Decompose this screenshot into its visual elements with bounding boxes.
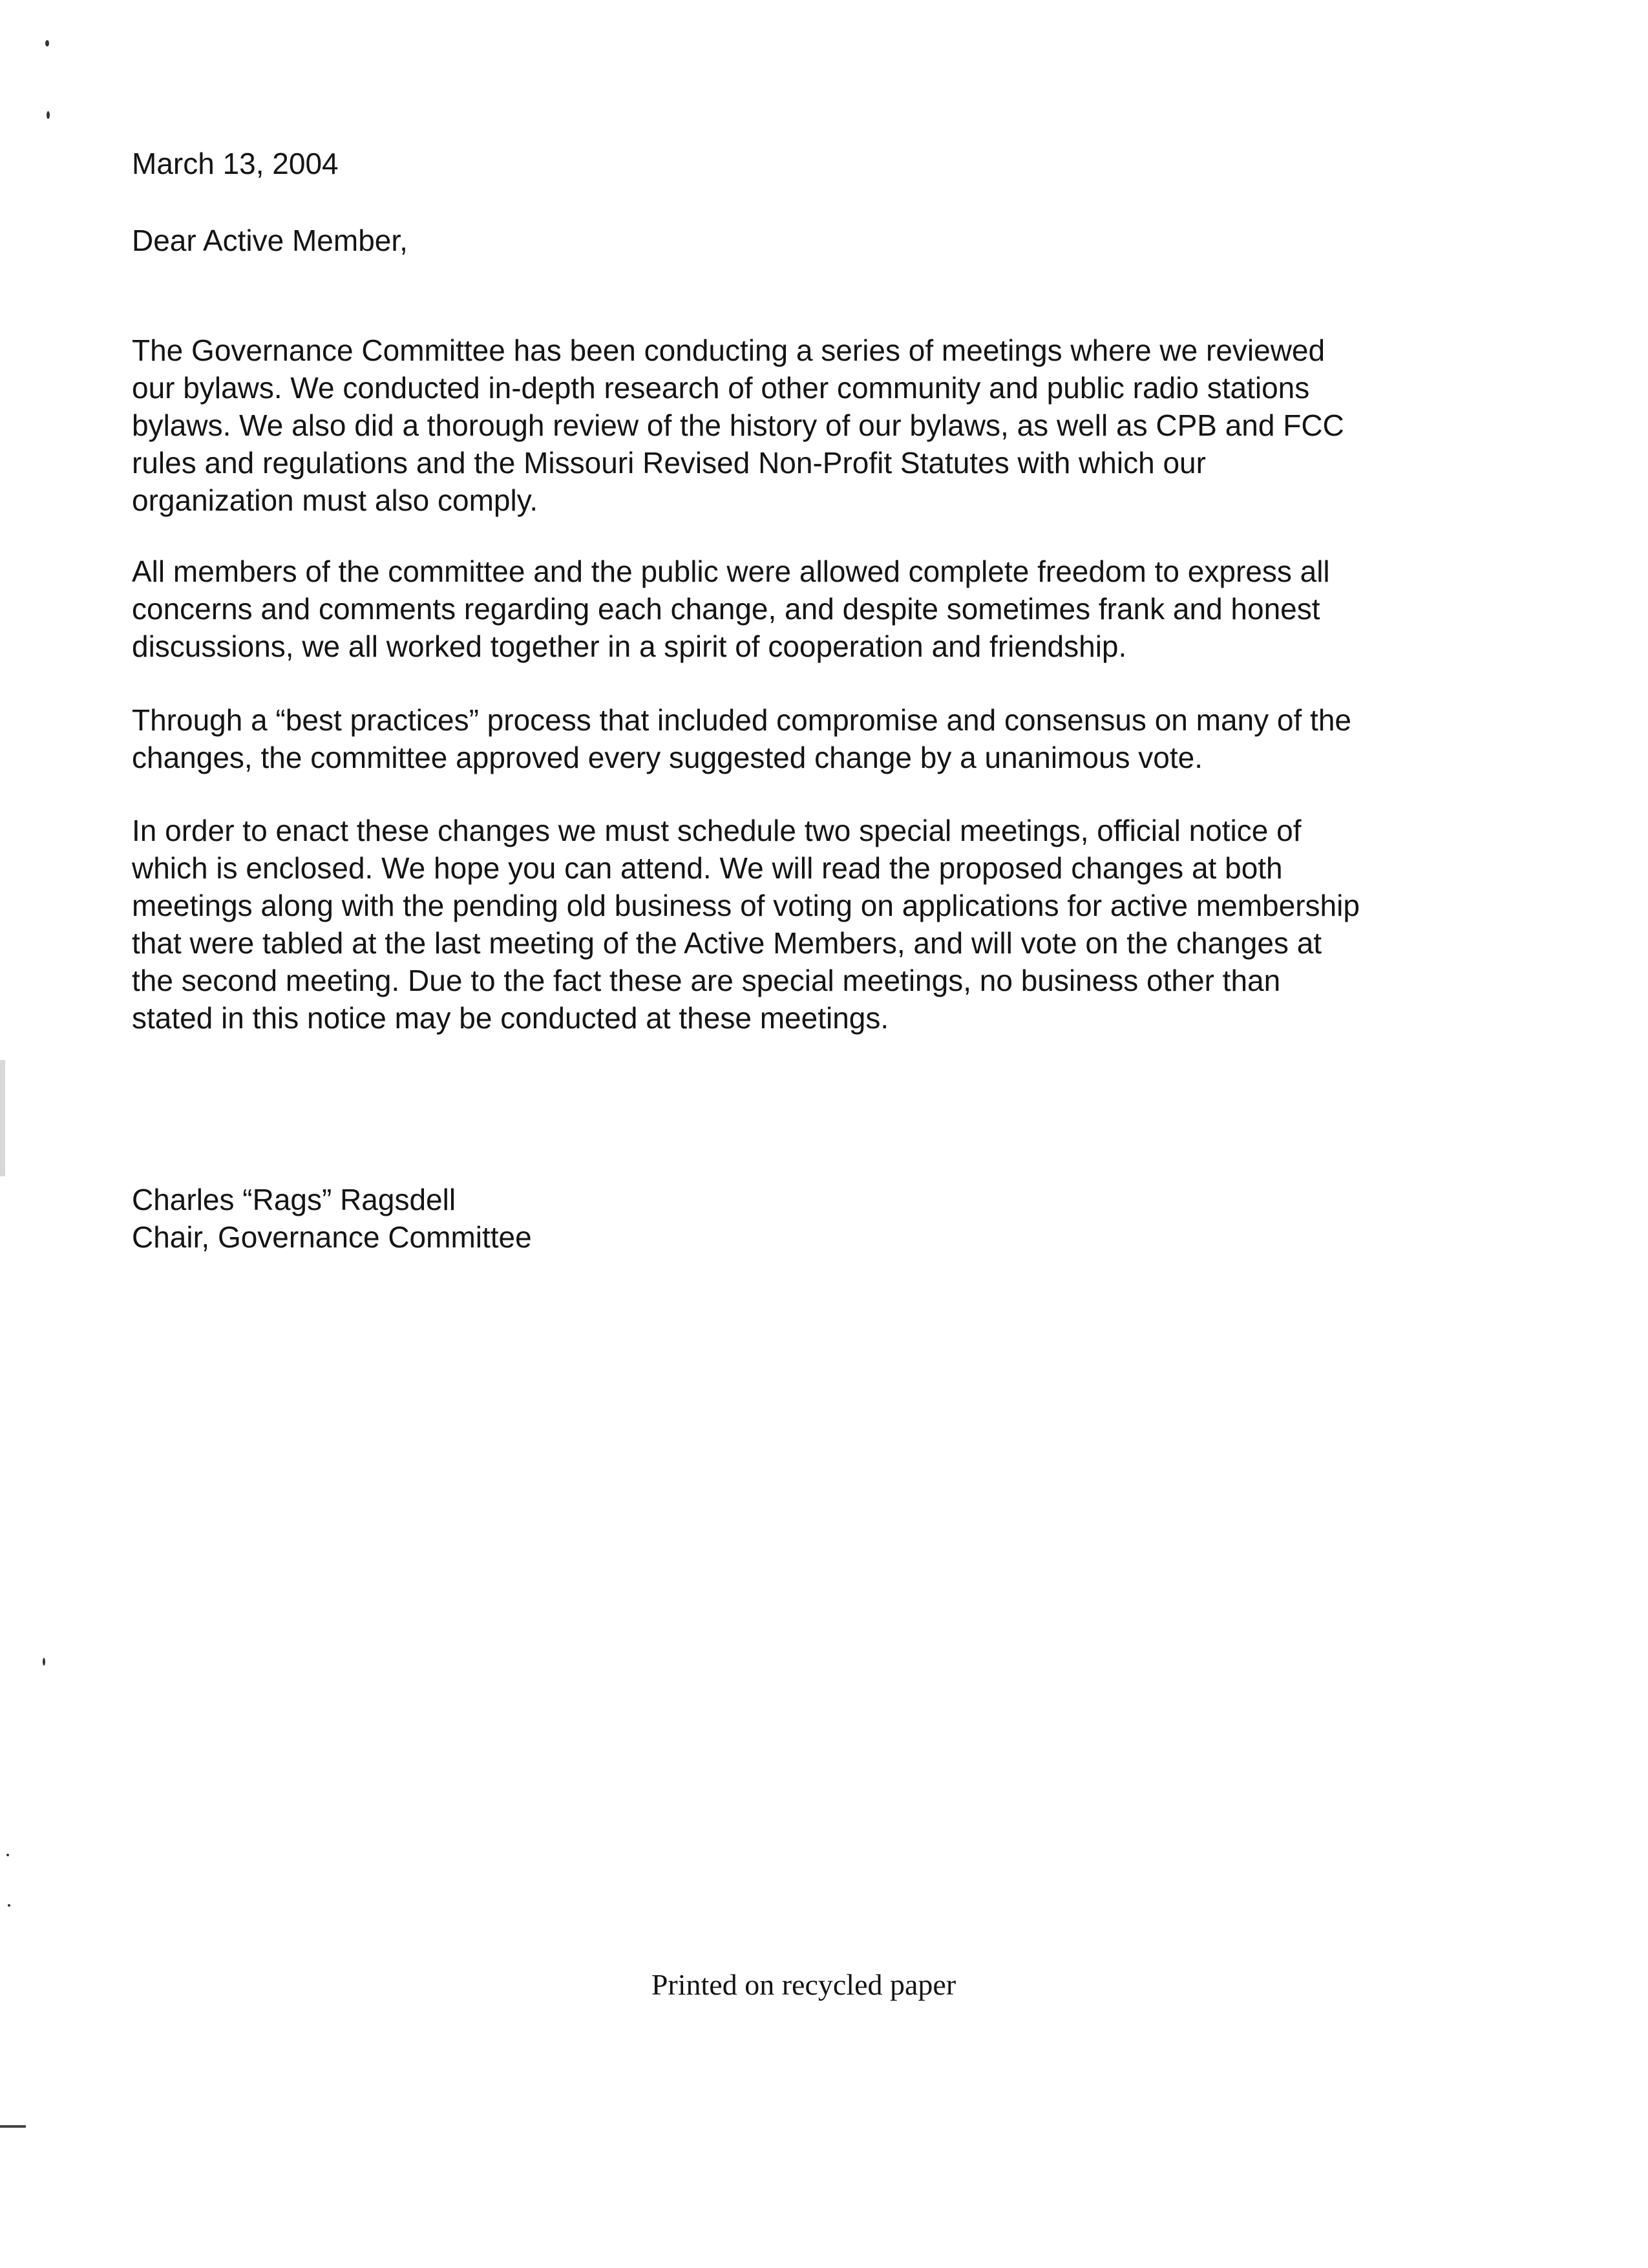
- paragraph-line: that were tabled at the last meeting of the Active Members, and will vote on the changes at: [132, 926, 1322, 960]
- paragraph-line: our bylaws. We conducted in-depth research of other community and public radio stations: [132, 371, 1310, 405]
- scan-speck: [47, 111, 50, 119]
- scan-speck: [45, 40, 49, 47]
- scan-edge-shadow: [0, 1060, 5, 1176]
- paragraph-4: [132, 812, 1360, 1037]
- paragraph-line: rules and regulations and the Missouri Revised Non-Profit Statutes with which our: [132, 446, 1206, 480]
- paragraph-line: the second meeting. Due to the fact these are special meetings, no business other than: [132, 964, 1281, 997]
- letter-date: March 13, 2004: [132, 147, 339, 180]
- paragraph-line: changes, the committee approved every suggested change by a unanimous vote.: [132, 741, 1203, 774]
- scan-speck: [8, 1904, 10, 1907]
- signer-name: Charles “Rags” Ragsdell: [132, 1183, 456, 1216]
- scan-speck: [43, 1658, 45, 1666]
- scan-speck: [6, 1854, 9, 1856]
- paragraph-line: Through a “best practices” process that included compromise and consensus on many of the: [132, 703, 1351, 737]
- paragraph-line: organization must also comply.: [132, 483, 538, 517]
- paragraph-line: which is enclosed. We hope you can attend. We will read the proposed changes at both: [132, 851, 1283, 885]
- paragraph-line: The Governance Committee has been conducting a series of meetings where we reviewed: [132, 334, 1326, 367]
- paragraph-line: All members of the committee and the public were allowed complete freedom to express all: [132, 555, 1330, 588]
- footer-note: Printed on recycled paper: [651, 1968, 956, 2001]
- paragraph-line: In order to enact these changes we must schedule two special meetings, official notice of: [132, 814, 1302, 847]
- paragraph-line: stated in this notice may be conducted at these meetings.: [132, 1001, 889, 1035]
- paragraph-1: [132, 332, 1344, 519]
- paragraph-line: bylaws. We also did a thorough review of the history of our bylaws, as well as CPB and FCC: [132, 408, 1344, 442]
- paragraph-line: discussions, we all worked together in a spirit of cooperation and friendship.: [132, 630, 1127, 663]
- paragraph-line: meetings along with the pending old business of voting on applications for active membership: [132, 889, 1360, 922]
- paragraph-2: [132, 553, 1330, 665]
- signer-title: Chair, Governance Committee: [132, 1220, 532, 1254]
- letter-salutation: Dear Active Member,: [132, 224, 408, 257]
- signature-block: [132, 1181, 532, 1256]
- paragraph-line: concerns and comments regarding each change, and despite sometimes frank and honest: [132, 592, 1320, 626]
- paragraph-3: [132, 701, 1351, 776]
- scan-edge-mark: [0, 2125, 26, 2128]
